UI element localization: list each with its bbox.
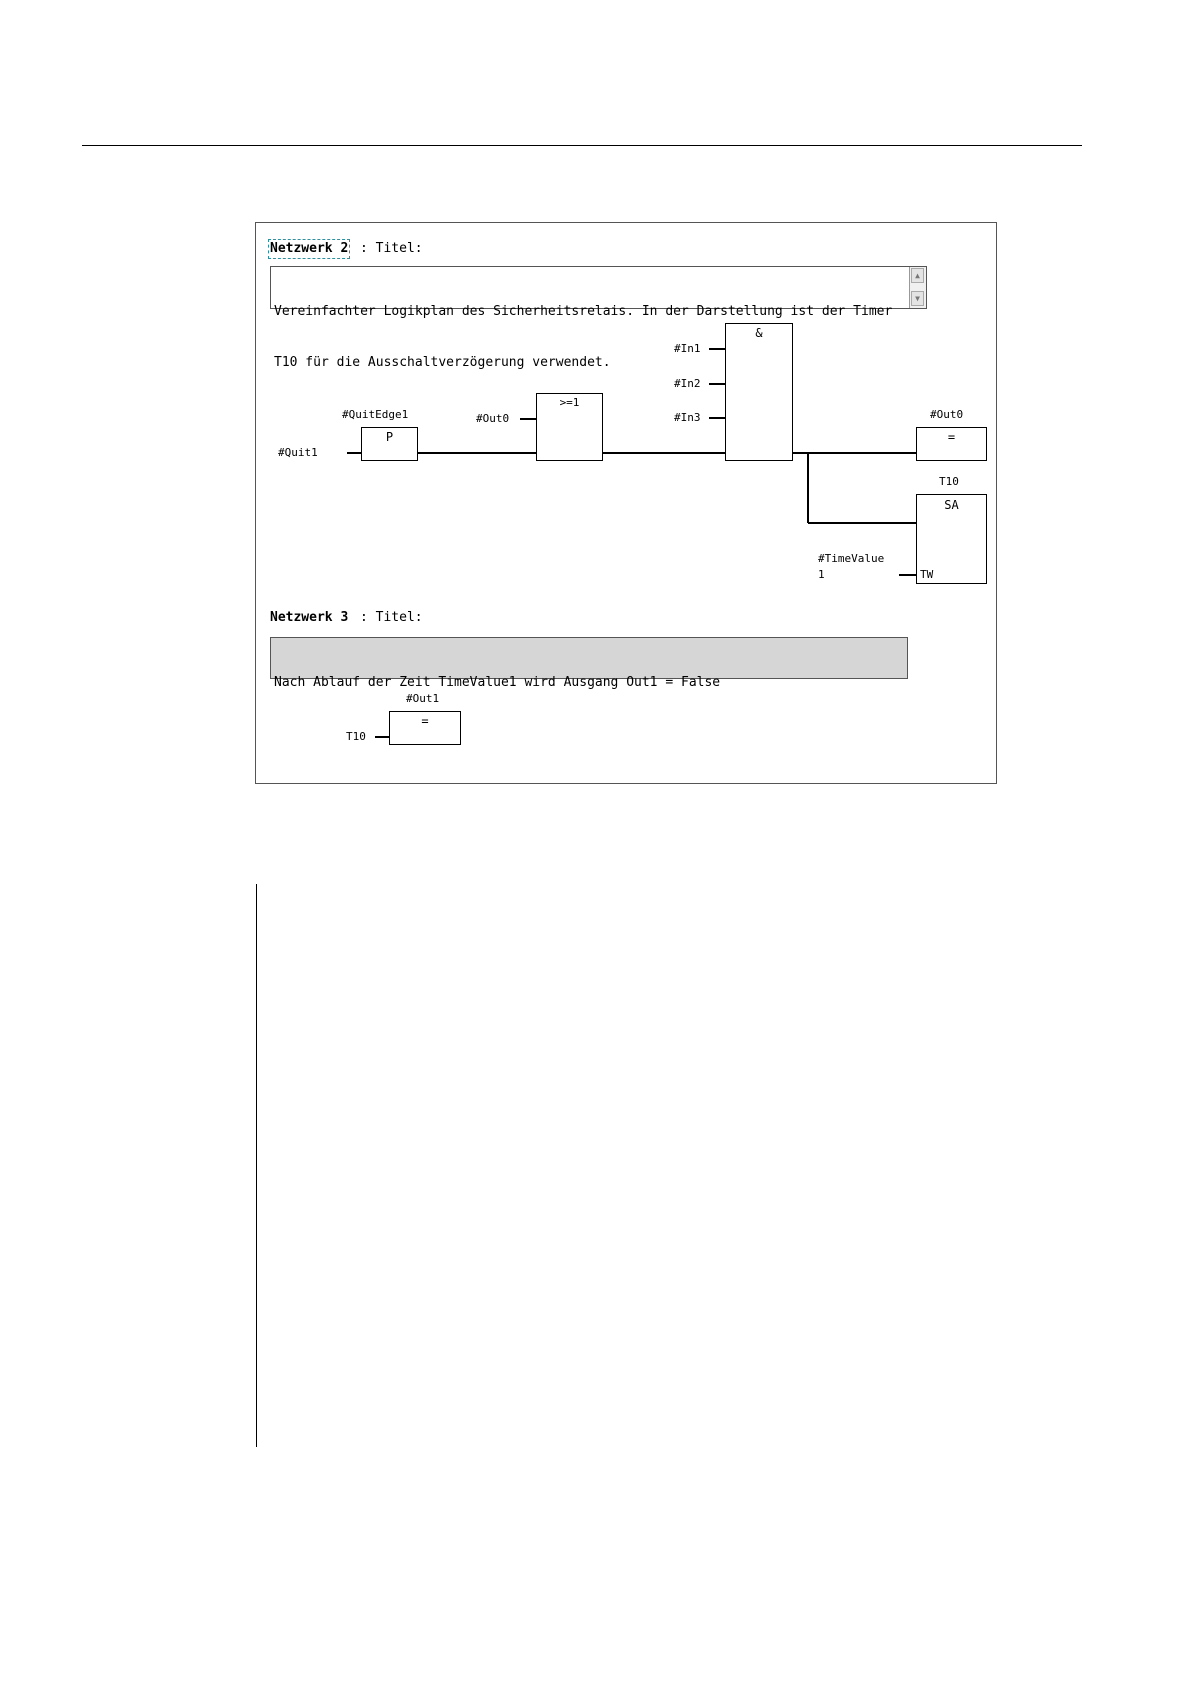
and-input-in3-label[interactable]: #In3 [674,411,701,424]
network-2-label[interactable]: Netzwerk 2 [270,241,349,256]
timer-type-label: SA [944,498,959,512]
timer-operand-label[interactable]: T10 [939,475,959,488]
edge-operand-label[interactable]: #QuitEdge1 [342,408,409,421]
and-block[interactable] [725,323,793,461]
timer-value-line-2[interactable]: 1 [818,568,825,581]
network-2-title[interactable]: : Titel: [360,241,423,256]
or-block[interactable] [536,393,603,461]
network-3-label[interactable]: Netzwerk 3 [270,610,349,625]
timer-block[interactable] [916,494,987,584]
coil-out1-operand[interactable]: #Out1 [406,692,440,705]
coil-out0-block[interactable] [916,427,987,461]
and-block-label: & [755,326,763,340]
coil-out0-label: = [947,430,956,444]
network-3-comment[interactable] [270,637,908,690]
network-2-comment-line-1: Vereinfachter Logikplan des Sicherheitsrelais. In der Darstellung ist der Timer [274,304,893,319]
network-2-comment-line-2: T10 für die Ausschaltverzögerung verwendet. [274,355,611,370]
network-3-title[interactable]: : Titel: [360,610,423,625]
network-3-comment-text: Nach Ablauf der Zeit TimeValue1 wird Ausgang Out1 = False [274,675,721,690]
coil-out1-block[interactable] [389,711,461,745]
input-quit1-label[interactable]: #Quit1 [278,446,318,459]
network-3-input-t10[interactable]: T10 [346,730,366,743]
fbd-editor-panel [255,222,997,784]
margin-change-bar [256,884,257,1447]
arrow-down-icon[interactable]: ▼ [911,291,924,306]
edge-block-label: P [385,430,394,444]
arrow-up-icon[interactable]: ▲ [911,268,924,283]
and-input-in2-label[interactable]: #In2 [674,377,701,390]
coil-out1-label: = [421,714,429,728]
timer-pin-tw: TW [920,568,934,581]
or-input-out0-label[interactable]: #Out0 [476,412,510,425]
coil-out0-operand[interactable]: #Out0 [930,408,964,421]
edge-detect-block[interactable] [361,427,418,461]
or-block-label: >=1 [559,396,580,409]
page-header-rule [82,145,1082,146]
and-input-in1-label[interactable]: #In1 [674,342,701,355]
timer-value-line-1[interactable]: #TimeValue [818,552,885,565]
